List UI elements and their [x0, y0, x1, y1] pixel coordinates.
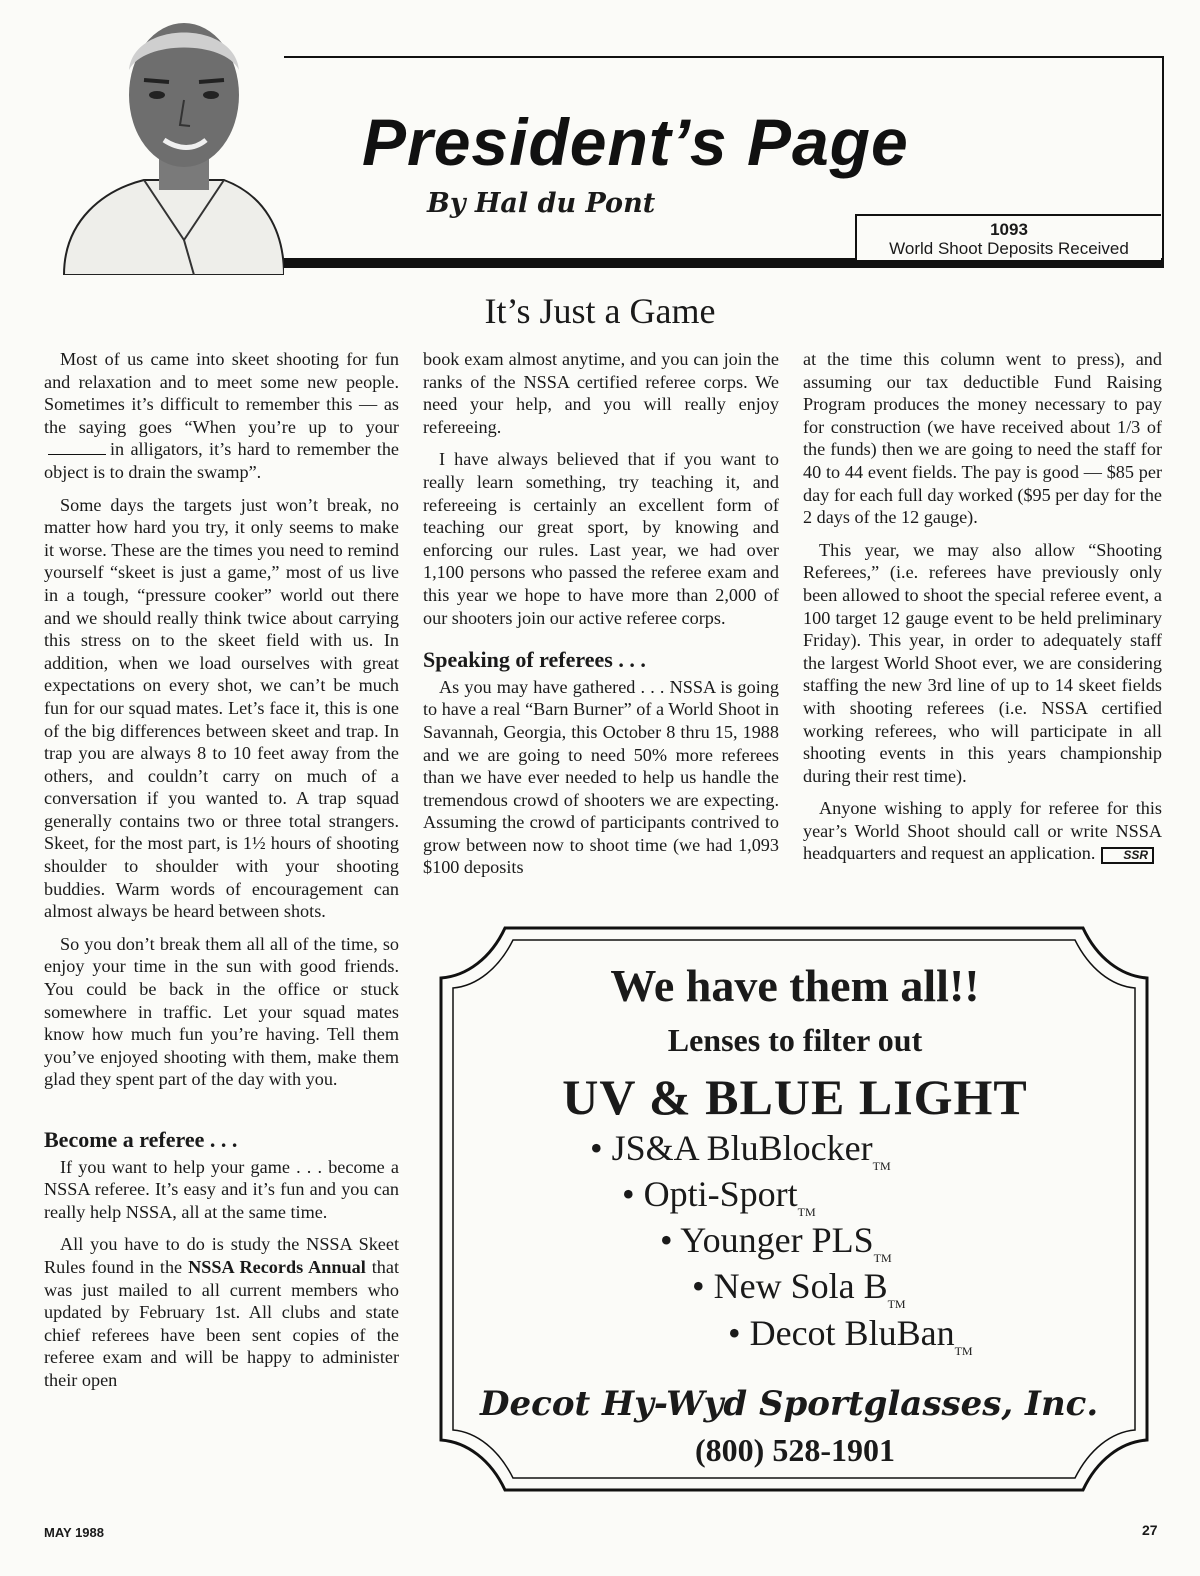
paragraph: book exam almost anytime, and you can join the ranks of the NSSA certified referee corps. We need your help, and you will really enjoy refereeing. [423, 349, 779, 437]
paragraph: Some days the targets just won’t break, no matter how hard you try, it only seems to make it worse. These are the times you need to remind yourself “skeet is just a game,” most of us live in a tough, “pressure cooker” world out there and we should really think twice about carrying this stress on to the skeet field with us. In addition, when we load ourselves with great expectations on every shot, we can’t be much fun for our squad mates. Let’s face it, this is one of the big differences between skeet and trap. In trap you are always 8 to 10 feet away from the others, and couldn’t carry on much of a conversation if you wanted to. A trap squad generally contains two or three total strangers. Skeet, for the most part, is 1½ hours of shooting shoulder to shoulder with your shooting buddies. Warm words of encouragement can almost always be heard between shots. [44, 494, 399, 922]
page-title: President’s Page [362, 105, 909, 179]
article-headline: It’s Just a Game [484, 291, 716, 331]
ssr-end-logo: SSR [1101, 847, 1154, 864]
ad-product-item: • Decot BluBan$_{TM}$ [728, 1313, 973, 1358]
paragraph: So you don’t break them all all of the time, so enjoy your time in the sun with good friends. You could be back in the office or stuck somewhere in traffic. Let your squad mates know how much fun you’re having. Tell them you’ve enjoyed shooting with them, make them glad they spent part of the day with you. [44, 933, 399, 1090]
ad-company-name: Decot Hy-Wyd Sportglasses, Inc. [480, 1384, 1099, 1424]
paragraph: If you want to help your game . . . become a NSSA referee. It’s easy and it’s fun and you can really help NSSA, all at the same time. [44, 1156, 399, 1222]
ad-headline: We have them all!! [610, 960, 980, 1011]
paragraph: I have always believed that if you want to really learn something, try teaching it, and refereeing is certainly an excellent form of teaching our great sport, by knowing and enforcing our rules. Last year, we had over 1,100 persons who passed the referee exam and this year we hope to have more than 2,000 of our shooters join our active referee corps. [423, 449, 779, 628]
ad-product-item: • Opti-Sport$_{TM}$ [622, 1174, 816, 1219]
ad-product-item: • New Sola $B_{TM}$ [692, 1266, 906, 1311]
paragraph: Most of us came into skeet shooting for fun and relaxation and to meet some new people. Sometimes it’s difficult to remember this — as the saying goes “When you’re up to yourin alligators, it’s hard to remember the object is to drain the swamp”. [44, 349, 399, 482]
byline: By Hal du Pont [427, 188, 656, 219]
ad-product-item: • JS&A BluBlocker$_{TM}$ [590, 1128, 891, 1173]
paragraph: This year, we may also allow “Shooting Referees,” (i.e. referees have previously only been allowed to shoot the special referee event, a 100 target 12 gauge event to be held preliminary Friday). This year, in order to adequately staff the largest World Shoot ever, we are considering staffing the new 3rd line of up to 14 skeet fields with shooting referees (i.e. NSSA certified working referees, who will participate in all shooting events in this years championship during their rest time). [803, 539, 1162, 786]
footer-page-number: 27 [1142, 1522, 1158, 1538]
blank-line [48, 454, 106, 455]
ad-content [455, 958, 1135, 1126]
deposit-counter-box [855, 214, 1161, 260]
paragraph: at the time this column went to press), and assuming our tax deductible Fund Raising Program produces the money necessary to pay for construction (we have received about 1/3 of the funds) then we are going to need the staff for 40 to 44 event fields. The pay is good — $85 per day for each full day worked ($95 per day for the 2 days of the 12 gauge). [803, 349, 1162, 528]
paragraph: As you may have gathered . . . NSSA is going to have a real “Barn Burner” of a World Shoot in Savannah, Georgia, this October 8 thru 15, 1988 and we are going to need 50% more referees than we have ever needed to help us handle the tremendous crowd of shooters we are expecting. Assuming the crowd of participants contrived to grow between now to shoot time (we had 1,093 $100 deposits [423, 676, 779, 878]
footer-issue-date: MAY 1988 [44, 1525, 104, 1540]
article-column-1 [44, 348, 399, 1402]
deposit-count: 1093 [990, 220, 1028, 239]
deposit-label: World Shoot Deposits Received [889, 239, 1129, 258]
paragraph: All you have to do is study the NSSA Skeet Rules found in the NSSA Records Annual that was just mailed to all current members who updated by February 1st. All clubs and state chief referees have been sent copies of the referee exam and will be happy to administer their open [44, 1234, 400, 1390]
subheading-speaking-of-referees: Speaking of referees . . . [423, 647, 646, 673]
ad-phone-number: (800) 528-1901 [695, 1432, 895, 1468]
ad-subheadline: Lenses to filter out [667, 1022, 923, 1058]
article-column-2 [423, 348, 779, 889]
ad-uv-blue-light: UV & BLUE LIGHT [562, 1069, 1028, 1125]
ad-product-item: • Younger $PLS_{TM}$ [660, 1220, 892, 1265]
subheading-become-referee: Become a referee . . . [44, 1127, 238, 1152]
paragraph: Anyone wishing to apply for referee for this year’s World Shoot should call or write NSSA headquarters and request an application. SSR [803, 798, 1162, 864]
article-column-3 [803, 348, 1162, 875]
records-annual-title: NSSA Records Annual [188, 1256, 366, 1277]
author-portrait [34, 0, 284, 275]
